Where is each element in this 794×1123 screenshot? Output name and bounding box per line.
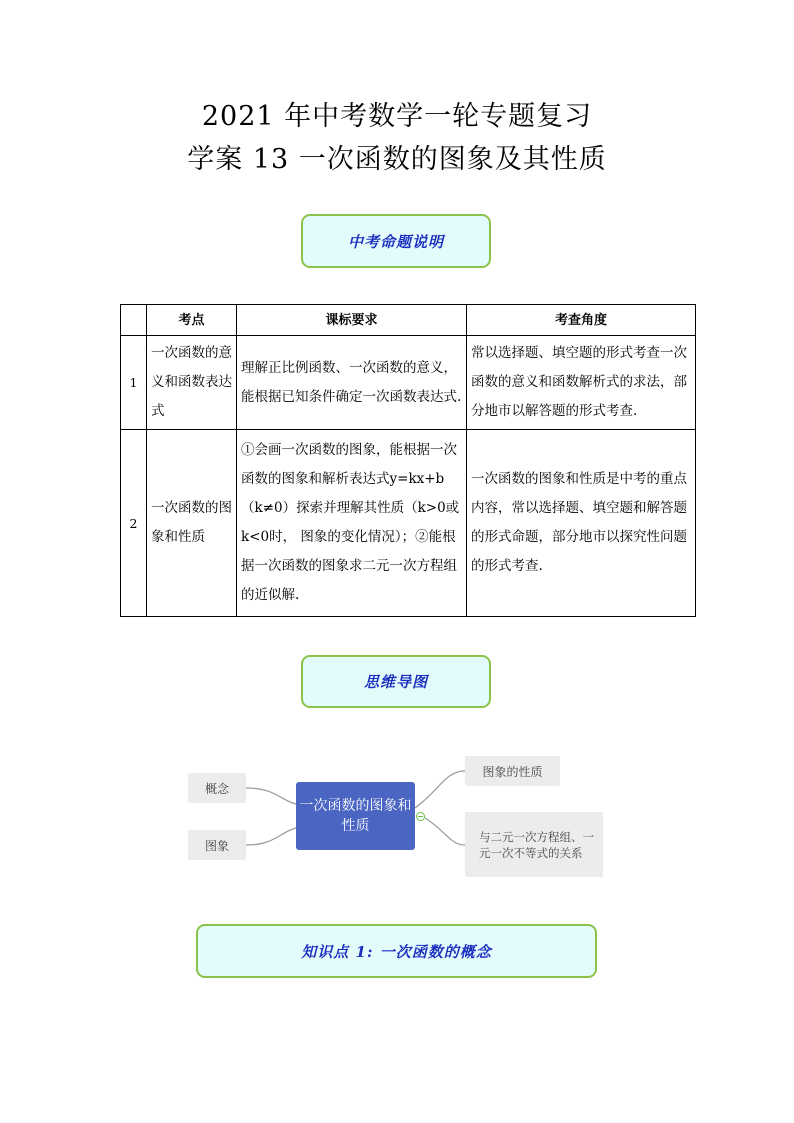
section-heading-knowledge-point-1: 知识点 1: 一次函数的概念	[196, 924, 597, 978]
mindmap-node-graph: 图象	[188, 830, 246, 860]
section-heading-exam-notes: 中考命题说明	[301, 214, 491, 268]
section-heading-mind-map: 思维导图	[301, 655, 491, 708]
row-topic: 一次函数的图象和性质	[147, 430, 237, 617]
row-number: 1	[121, 336, 147, 430]
row-topic: 一次函数的意义和函数表达式	[147, 336, 237, 430]
mindmap-node-equations-relation: 与二元一次方程组、一元一次不等式的关系	[465, 812, 603, 877]
collapse-toggle-icon[interactable]	[416, 812, 425, 821]
mindmap-node-properties: 图象的性质	[465, 756, 560, 786]
row-angle: 常以选择题、填空题的形式考查一次函数的意义和函数解析式的求法，部分地市以解答题的形式考查.	[467, 336, 696, 430]
mindmap-center-node: 一次函数的图象和性质	[296, 782, 415, 850]
row-number: 2	[121, 430, 147, 617]
row-requirement: ①会画一次函数的图象，能根据一次函数的图象和解析表达式y=kx+b（k≠0）探索并理解其性质（k>0或k<0时， 图象的变化情况）；②能根据一次函数的图象求二元一次方程组的近似解.	[237, 430, 467, 617]
document-title-line-1: 2021 年中考数学一轮专题复习	[201, 101, 593, 132]
document-title-line-2: 学案 13 一次函数的图象及其性质	[187, 144, 607, 175]
table-header-topic: 考点	[147, 305, 237, 336]
table-header-angle: 考查角度	[467, 305, 696, 336]
row-requirement: 理解正比例函数、一次函数的意义，能根据已知条件确定一次函数表达式.	[237, 336, 467, 430]
table-header-requirement: 课标要求	[237, 305, 467, 336]
mindmap-node-concept: 概念	[188, 773, 246, 803]
row-angle: 一次函数的图象和性质是中考的重点内容，常以选择题、填空题和解答题的形式命题，部分地市以探究性问题的形式考查.	[467, 430, 696, 617]
